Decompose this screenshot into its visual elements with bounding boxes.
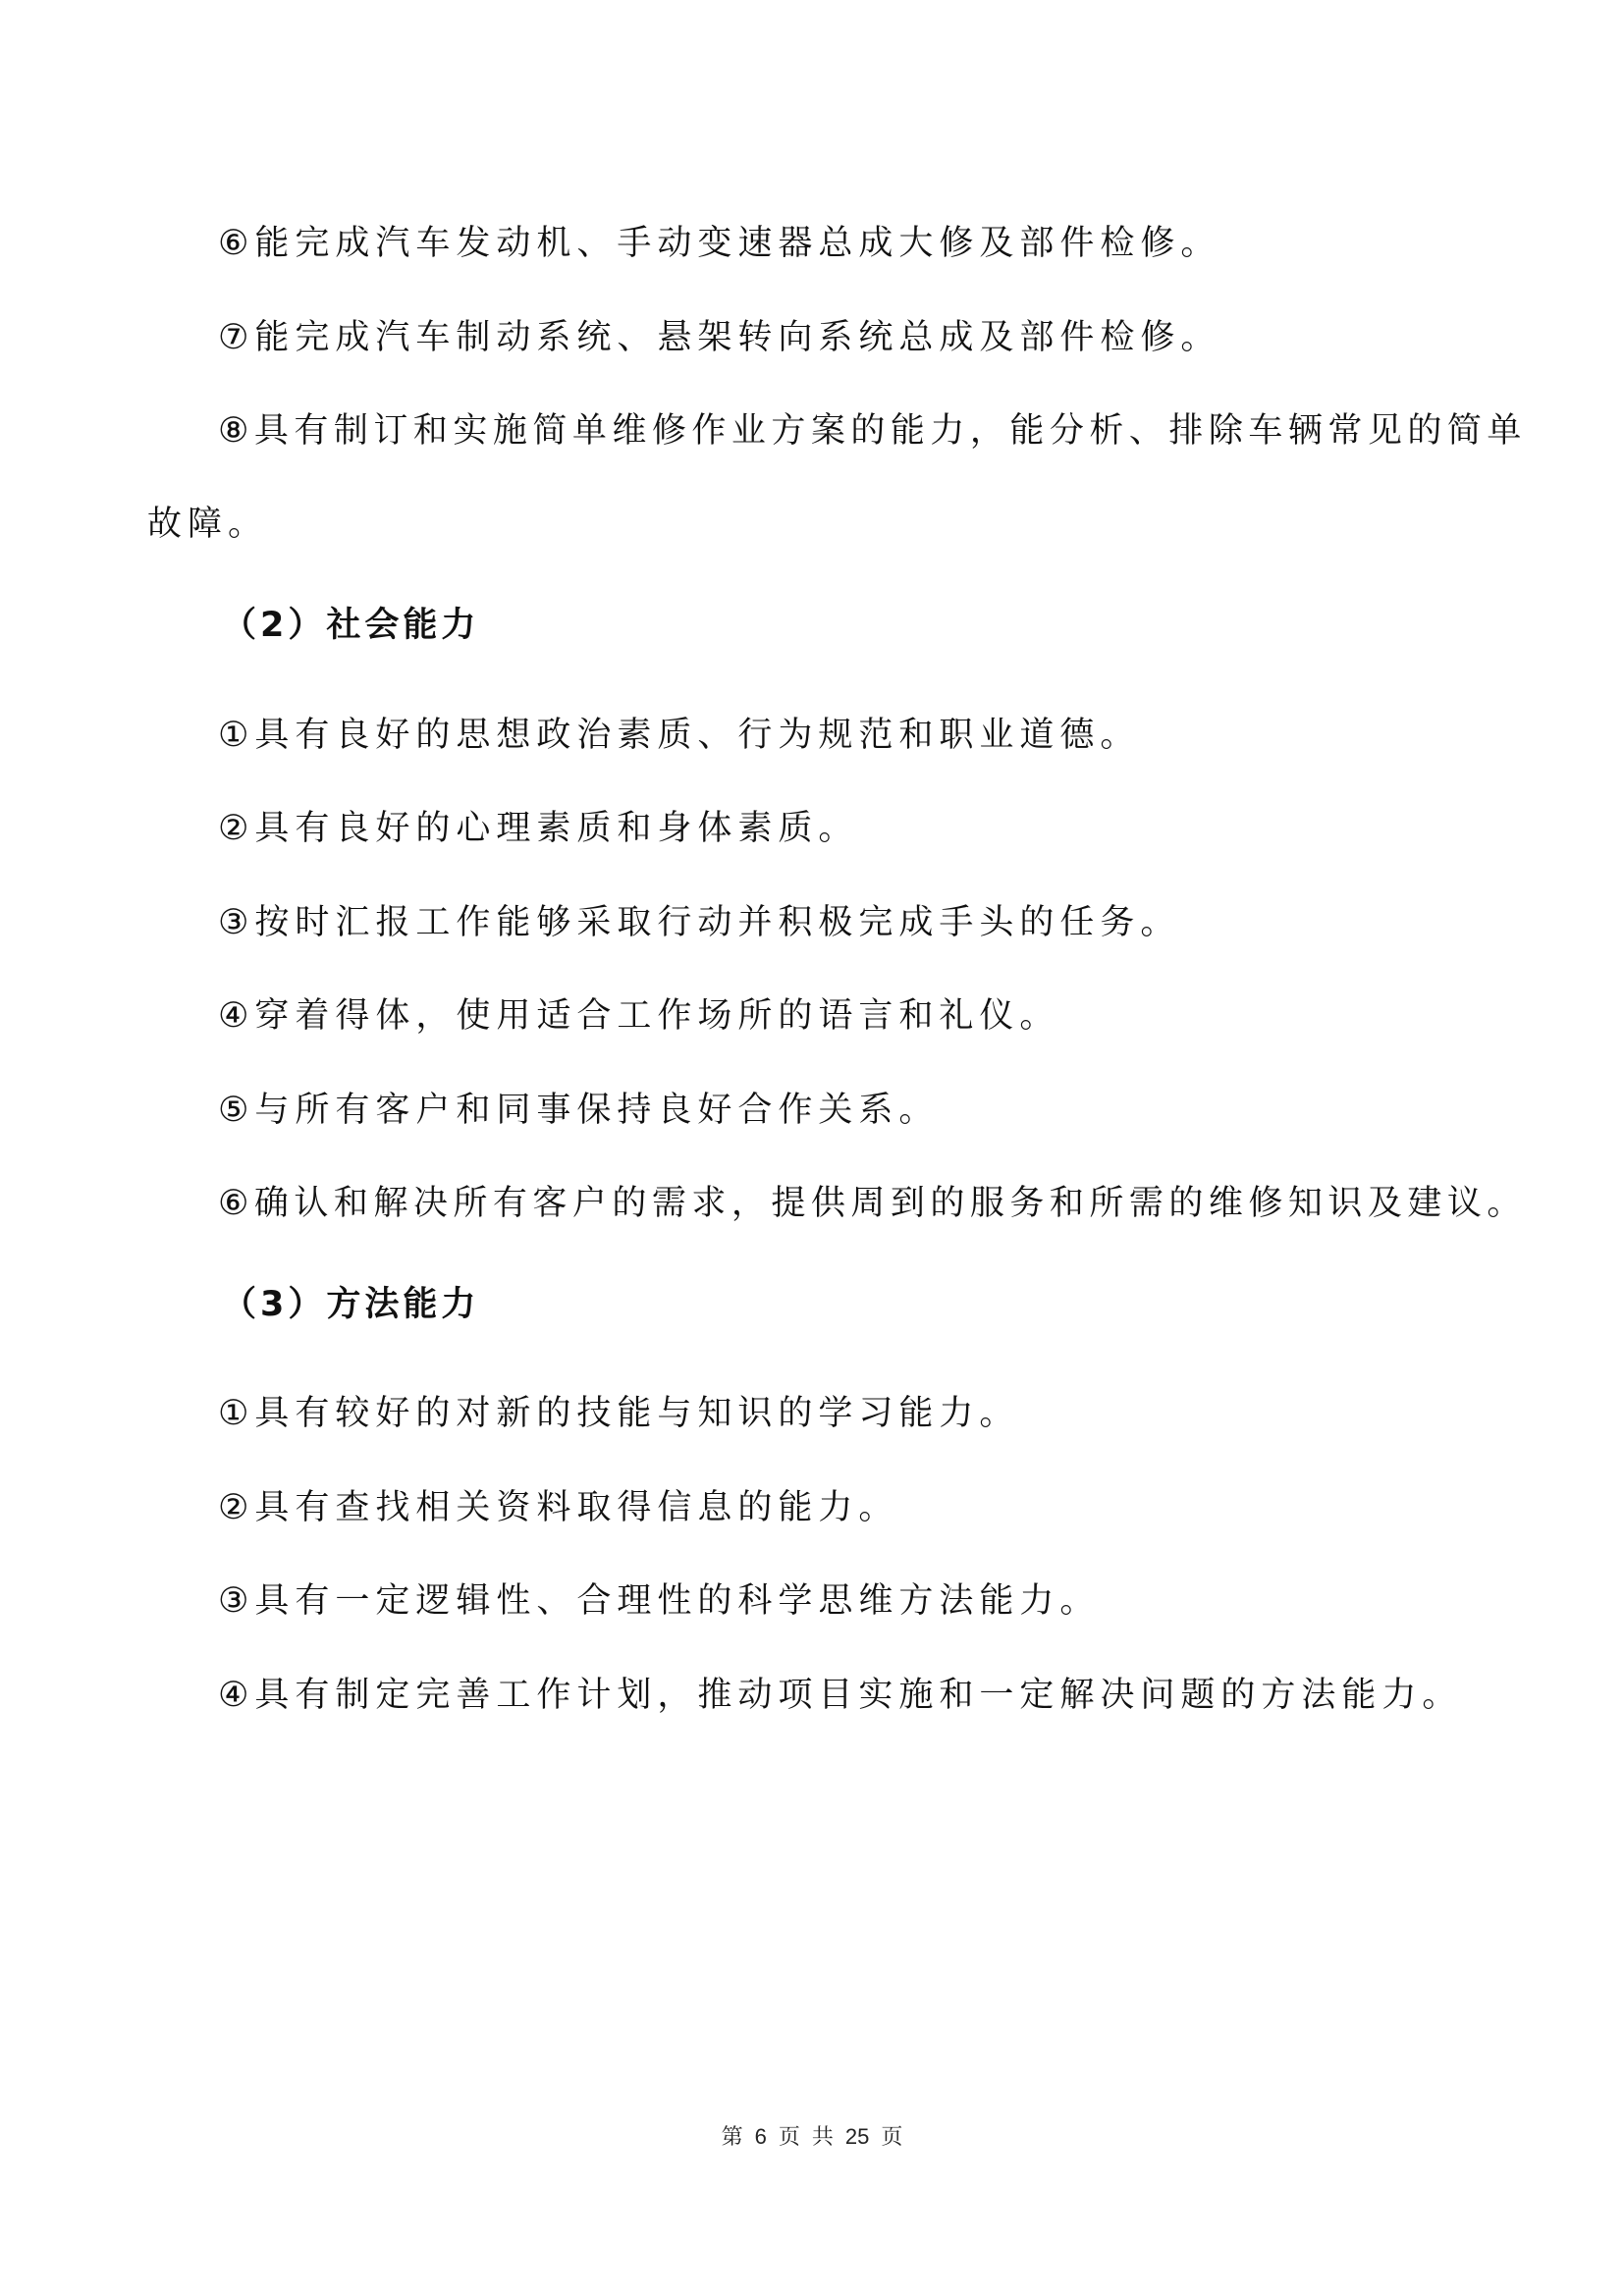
paragraph-method-1: ①具有较好的对新的技能与知识的学习能力。 [218, 1394, 1020, 1433]
paragraph-social-3: ③按时汇报工作能够采取行动并积极完成手头的任务。 [218, 903, 1181, 942]
footer-page-number: 6 [754, 2124, 767, 2149]
paragraph-skill-6: ⑥能完成汽车发动机、手动变速器总成大修及部件检修。 [218, 224, 1221, 263]
paragraph-method-2: ②具有查找相关资料取得信息的能力。 [218, 1488, 899, 1527]
footer-total-word: 共 [811, 2125, 834, 2150]
section-heading-social: （2）社会能力 [222, 606, 480, 645]
footer-prefix: 第 [721, 2125, 743, 2150]
footer-page-word: 页 [778, 2125, 800, 2150]
footer-suffix: 页 [881, 2125, 903, 2150]
paragraph-social-4: ④穿着得体，使用适合工作场所的语言和礼仪。 [218, 996, 1060, 1036]
paragraph-skill-8-line2: 故障。 [147, 505, 269, 544]
paragraph-social-5: ⑤与所有客户和同事保持良好合作关系。 [218, 1091, 940, 1130]
page-footer [0, 2122, 1624, 2153]
paragraph-skill-8-line1: ⑧具有制订和实施简单维修作业方案的能力，能分析、排除车辆常见的简单 [218, 411, 1527, 451]
paragraph-social-1: ①具有良好的思想政治素质、行为规范和职业道德。 [218, 716, 1141, 755]
paragraph-skill-7: ⑦能完成汽车制动系统、悬架转向系统总成及部件检修。 [218, 318, 1221, 357]
paragraph-method-3: ③具有一定逻辑性、合理性的科学思维方法能力。 [218, 1581, 1101, 1621]
section-heading-method: （3）方法能力 [222, 1285, 480, 1324]
footer-total-pages: 25 [844, 2124, 870, 2149]
paragraph-method-4: ④具有制定完善工作计划，推动项目实施和一定解决问题的方法能力。 [218, 1676, 1463, 1715]
paragraph-social-6: ⑥确认和解决所有客户的需求，提供周到的服务和所需的维修知识及建议。 [218, 1184, 1527, 1223]
paragraph-social-2: ②具有良好的心理素质和身体素质。 [218, 809, 859, 848]
